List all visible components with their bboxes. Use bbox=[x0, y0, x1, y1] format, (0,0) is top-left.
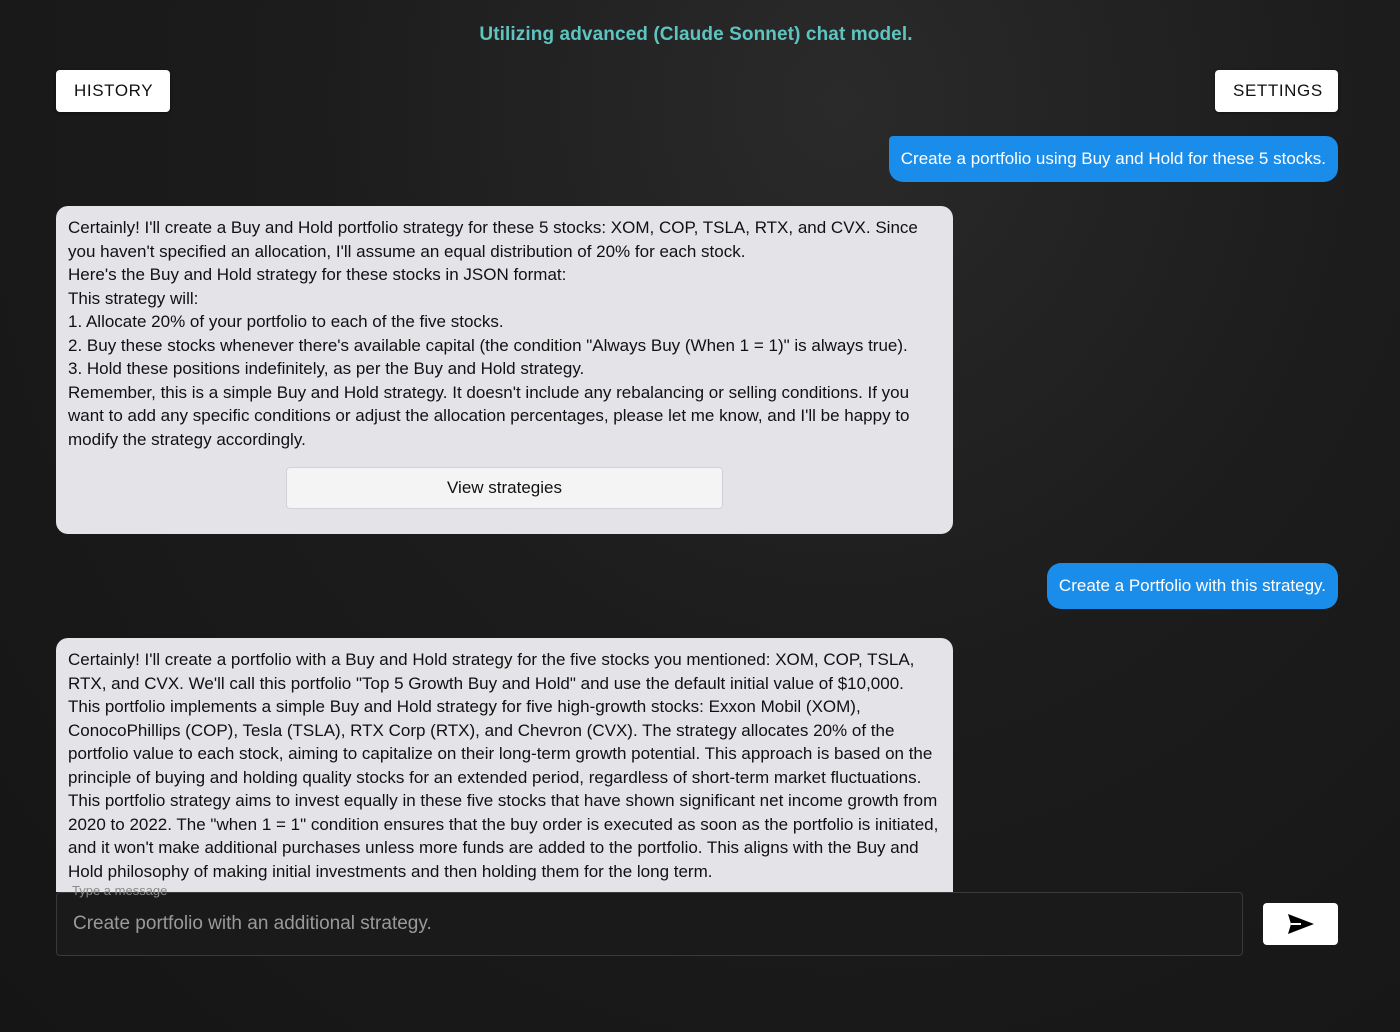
view-strategies-button[interactable]: View strategies bbox=[286, 467, 723, 509]
user-message: Create a Portfolio with this strategy. bbox=[1047, 563, 1338, 609]
message-input[interactable] bbox=[57, 893, 1242, 955]
send-arrow-icon bbox=[1287, 913, 1315, 935]
message-paragraph: Certainly! I'll create a portfolio with a Buy and Hold strategy for the five stocks you mentioned: XOM, COP, TSLA, RTX, and CVX. We'll call this portfolio "Top 5 Growth Buy and Hold" and use the default initial value of $10,000. bbox=[68, 650, 915, 693]
message-paragraph: This strategy will: bbox=[68, 288, 199, 308]
message-paragraph: 2. Buy these stocks whenever there's available capital (the condition "Always Buy (When 1 = 1)" is always true). bbox=[68, 335, 908, 355]
settings-button[interactable]: SETTINGS bbox=[1215, 70, 1338, 112]
message-input-field[interactable] bbox=[56, 892, 1243, 956]
history-button[interactable]: HISTORY bbox=[56, 70, 170, 112]
message-paragraph: 3. Hold these positions indefinitely, as per the Buy and Hold strategy. bbox=[68, 359, 585, 378]
message-paragraph: This portfolio implements a simple Buy and Hold strategy for five high-growth stocks: Exxon Mobil (XOM), ConocoPhillips (COP), Tesla (TSLA), RTX Corp (RTX), and Chevron (CVX). The strategy allocates 20% of the portfolio value to each stock, aiming to capitalize on their long-term growth potential. This approach is based on the principle of buying and holding quality stocks for an extended period, regardless of short-term market fluctuations. bbox=[68, 697, 933, 787]
assistant-message bbox=[56, 206, 953, 534]
assistant-message bbox=[56, 638, 953, 892]
send-button[interactable] bbox=[1263, 903, 1338, 945]
model-banner: Utilizing advanced (Claude Sonnet) chat model. bbox=[479, 24, 913, 45]
message-input-label: Type a message bbox=[72, 883, 168, 898]
message-paragraph: 1. Allocate 20% of your portfolio to each of the five stocks. bbox=[68, 312, 504, 331]
message-paragraph: Certainly! I'll create a Buy and Hold portfolio strategy for these 5 stocks: XOM, COP, TSLA, RTX, and CVX. Since you haven't specified an allocation, I'll assume an equal distribution of 20% for each stock. bbox=[68, 218, 918, 261]
message-paragraph: Here's the Buy and Hold strategy for these stocks in JSON format: bbox=[68, 265, 567, 284]
message-paragraph: Remember, this is a simple Buy and Hold strategy. It doesn't include any rebalancing or selling conditions. If you want to add any specific conditions or adjust the allocation percentages, please let me know, and I'll be happy to modify the strategy accordingly. bbox=[68, 382, 910, 449]
chat-area[interactable] bbox=[56, 130, 1338, 892]
user-message: Create a portfolio using Buy and Hold for these 5 stocks. bbox=[889, 136, 1338, 182]
message-paragraph: This portfolio strategy aims to invest equally in these five stocks that have shown significant net income growth from 2020 to 2022. The "when 1 = 1" condition ensures that the buy order is executed as soon as the portfolio is initiated, and it won't make additional purchases unless more funds are added to the portfolio. This aligns with the Buy and Hold philosophy of making initial investments and then holding them for the long term. bbox=[68, 791, 939, 881]
